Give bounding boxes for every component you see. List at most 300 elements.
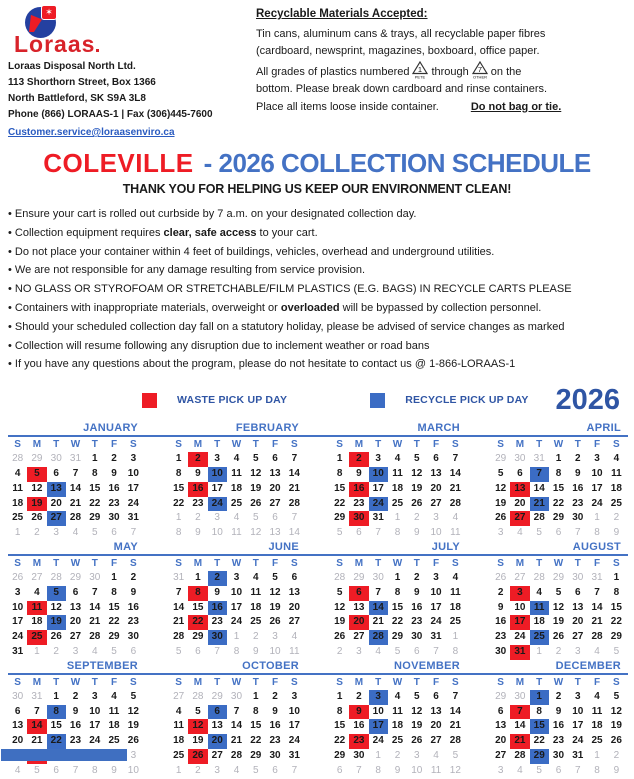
day-cell: 9 (613, 527, 620, 539)
recycling-line: (cardboard, newsprint, magazines, boxboard, office paper. (256, 45, 540, 57)
day-cell: 31 (288, 749, 300, 761)
weekday-header: T (91, 676, 98, 688)
day-cell: 10 (372, 705, 384, 717)
instruction-bullet: • NO GLASS OR STYROFOAM OR STRETCHABLE/FILM PLASTICS (E.G. BAGS) IN RECYCLE CARTS PLEASE (8, 280, 628, 299)
weekday-header: T (574, 557, 581, 569)
day-cell: 4 (14, 764, 21, 776)
recycle-day-cell: 14 (369, 601, 388, 616)
instruction-bullet: • Ensure your cart is rolled out curbside by 7 a.m. on your designated collection day. (8, 205, 628, 224)
day-cell: 9 (111, 467, 117, 479)
day-cell: 3 (214, 453, 220, 465)
day-cell: 10 (127, 467, 139, 479)
day-cell: 6 (356, 527, 362, 539)
month-day-grid (8, 439, 143, 541)
day-cell: 26 (411, 735, 423, 747)
day-cell: 15 (391, 601, 404, 613)
day-cell: 12 (610, 705, 622, 717)
day-cell: 16 (495, 616, 507, 628)
weekday-header: F (272, 439, 279, 451)
waste-day-cell: 6 (349, 586, 368, 601)
waste-day-cell: 31 (510, 645, 529, 660)
day-cell: 12 (127, 705, 139, 717)
waste-day-cell: 5 (27, 467, 46, 482)
day-cell: 13 (430, 705, 442, 717)
day-cell: 4 (92, 645, 98, 657)
day-cell: 17 (230, 601, 243, 613)
day-cell: 2 (253, 631, 259, 643)
weekday-header: T (413, 676, 420, 688)
recycle-day-cell: 27 (47, 511, 66, 526)
day-cell: 16 (572, 482, 584, 494)
day-cell: 30 (514, 690, 526, 702)
day-cell: 29 (334, 512, 346, 524)
day-cell: 30 (230, 690, 243, 702)
day-cell: 29 (31, 453, 43, 465)
day-cell: 13 (269, 527, 281, 539)
day-cell: 7 (291, 512, 298, 524)
month-day-grid (491, 558, 626, 660)
day-cell: 8 (594, 527, 600, 539)
day-cell: 30 (514, 453, 526, 465)
day-cell: 7 (575, 764, 581, 776)
day-cell: 1 (536, 645, 542, 657)
day-cell: 17 (591, 482, 603, 494)
day-cell: 5 (414, 453, 420, 465)
recycle-day-cell: 24 (369, 497, 388, 512)
instruction-bullet: • Do not place your container within 4 feet of buildings, vehicles, overhead and underground utilities. (8, 243, 628, 262)
weekday-header: F (111, 439, 118, 451)
day-cell: 1 (175, 512, 182, 524)
day-cell: 7 (291, 453, 298, 465)
day-cell: 26 (610, 735, 622, 747)
day-cell: 30 (127, 631, 139, 643)
day-cell: 22 (334, 497, 346, 509)
day-cell: 3 (414, 749, 420, 761)
day-cell: 1 (594, 749, 600, 761)
day-cell: 5 (111, 645, 117, 657)
recycle-day-cell: 7 (530, 467, 549, 482)
month-january (8, 422, 143, 541)
day-cell: 22 (250, 735, 262, 747)
day-cell: 16 (269, 720, 281, 732)
weekday-header: F (433, 439, 440, 451)
day-cell: 15 (250, 720, 262, 732)
month-title: SEPTEMBER (66, 659, 138, 672)
weekday-header: S (175, 557, 182, 569)
day-cell: 2 (394, 749, 401, 761)
day-cell: 24 (230, 616, 243, 628)
month-august (491, 541, 626, 660)
day-cell: 7 (72, 764, 79, 776)
day-cell: 21 (449, 720, 461, 732)
day-cell: 28 (533, 512, 545, 524)
day-cell: 24 (572, 735, 584, 747)
day-cell: 13 (495, 720, 507, 732)
weekday-header: T (252, 439, 259, 451)
recycling-line: bottom. Please break down cardboard and rinse containers. (256, 83, 548, 95)
day-cell: 8 (175, 527, 182, 539)
recycle-day-cell: 1 (530, 690, 549, 705)
day-cell: 23 (552, 735, 565, 747)
day-cell: 22 (89, 497, 101, 509)
weekday-header: S (497, 676, 504, 688)
address-street: 113 Shorthorn Street, Box 1366 (8, 77, 156, 88)
weekday-header: S (14, 676, 21, 688)
weekday-header: F (594, 557, 601, 569)
day-cell: 29 (391, 631, 404, 643)
day-cell: 13 (69, 601, 82, 613)
waste-day-cell: 3 (510, 586, 529, 601)
recycling-line: Tin cans, aluminum cans & trays, all recyclable paper fibres (256, 27, 546, 40)
day-cell: 20 (572, 616, 584, 628)
day-cell: 2 (414, 512, 420, 524)
day-cell: 19 (411, 720, 423, 732)
day-cell: 18 (173, 735, 185, 747)
weekday-header: S (175, 439, 182, 451)
day-cell: 12 (411, 467, 423, 479)
day-cell: 3 (356, 645, 362, 657)
day-cell: 19 (127, 720, 139, 732)
day-cell: 18 (533, 616, 545, 628)
day-cell: 28 (334, 571, 346, 583)
day-cell: 1 (111, 571, 117, 583)
recycle-day-cell: 2 (208, 571, 227, 586)
day-cell: 19 (411, 482, 423, 494)
recycling-heading: Recyclable Materials Accepted: (256, 8, 428, 20)
day-cell: 27 (430, 497, 442, 509)
weekday-header: S (613, 676, 620, 688)
day-cell: 30 (372, 571, 384, 583)
day-cell: 3 (272, 631, 278, 643)
weekday-header: S (130, 439, 137, 451)
day-cell: 15 (334, 482, 346, 494)
day-cell: 10 (230, 586, 243, 598)
day-cell: 27 (211, 749, 223, 761)
recycle-day-cell: 30 (208, 630, 227, 645)
day-cell: 3 (130, 749, 137, 761)
month-june (169, 541, 304, 660)
day-cell: 23 (211, 616, 223, 628)
weekday-header: T (91, 439, 98, 451)
waste-day-cell: 17 (510, 615, 529, 630)
recycle-triangle-1-icon (412, 61, 428, 79)
day-cell: 31 (533, 453, 545, 465)
day-cell: 21 (230, 735, 243, 747)
day-cell: 5 (253, 764, 259, 776)
day-cell: 14 (288, 527, 300, 539)
day-cell: 11 (392, 467, 403, 479)
day-cell: 5 (452, 749, 459, 761)
day-cell: 11 (231, 527, 242, 539)
day-cell: 25 (610, 497, 622, 509)
day-cell: 15 (50, 720, 62, 732)
day-cell: 4 (291, 631, 298, 643)
day-cell: 30 (89, 571, 101, 583)
day-cell: 27 (288, 616, 300, 628)
weekday-header: T (375, 439, 382, 451)
month-day-grid (169, 677, 304, 779)
day-cell: 27 (495, 749, 507, 761)
day-cell: 25 (173, 749, 185, 761)
day-cell: 2 (53, 645, 59, 657)
day-cell: 2 (72, 690, 79, 702)
day-cell: 5 (253, 512, 259, 524)
day-cell: 5 (555, 586, 562, 598)
day-cell: 3 (433, 512, 439, 524)
page-header (0, 0, 634, 140)
day-cell: 4 (594, 645, 600, 657)
day-cell: 25 (230, 497, 243, 509)
day-cell: 5 (336, 586, 343, 598)
phone-fax: Phone (866) LORAAS-1 | Fax (306)445-7600 (8, 109, 213, 120)
day-cell: 12 (449, 764, 461, 776)
waste-day-cell: 8 (188, 586, 207, 601)
calendar-row (0, 541, 634, 660)
day-cell: 9 (575, 467, 581, 479)
day-cell: 21 (372, 616, 384, 628)
recycle-legend-label: RECYCLE PICK UP DAY (405, 394, 529, 407)
day-cell: 19 (269, 601, 281, 613)
day-cell: 18 (591, 720, 603, 732)
weekday-header: W (553, 439, 564, 451)
day-cell: 4 (111, 690, 117, 702)
weekday-header: F (433, 676, 440, 688)
waste-day-cell: 22 (188, 615, 207, 630)
waste-day-cell: 26 (188, 749, 207, 764)
waste-day-cell: 2 (188, 452, 207, 467)
day-cell: 17 (89, 720, 101, 732)
day-cell: 15 (192, 601, 204, 613)
day-cell: 31 (127, 512, 139, 524)
month-title: DECEMBER (555, 659, 621, 672)
day-cell: 11 (108, 705, 120, 717)
day-cell: 7 (452, 453, 459, 465)
day-cell: 31 (591, 571, 603, 583)
recycle-day-cell: 11 (530, 601, 549, 616)
day-cell: 8 (92, 467, 98, 479)
day-cell: 25 (449, 616, 461, 628)
day-cell: 4 (175, 705, 182, 717)
day-cell: 17 (12, 616, 24, 628)
day-cell: 28 (173, 631, 185, 643)
day-cell: 29 (610, 631, 622, 643)
weekday-header: T (413, 557, 420, 569)
day-cell: 18 (610, 482, 622, 494)
day-cell: 6 (14, 705, 21, 717)
day-cell: 9 (414, 586, 420, 598)
loraas-logo (8, 4, 128, 58)
day-cell: 18 (108, 720, 120, 732)
day-cell: 21 (591, 616, 603, 628)
month-november (330, 660, 465, 779)
day-cell: 21 (69, 497, 82, 509)
day-cell: 5 (497, 467, 504, 479)
day-cell: 4 (613, 453, 620, 465)
weekday-header: M (515, 557, 525, 569)
weekday-header: S (452, 439, 459, 451)
day-cell: 29 (250, 749, 262, 761)
day-cell: 29 (495, 453, 507, 465)
day-cell: 27 (353, 631, 365, 643)
month-day-grid (8, 677, 143, 779)
month-title: JULY (431, 540, 460, 553)
day-cell: 7 (214, 645, 220, 657)
waste-day-cell: 9 (349, 705, 368, 720)
day-cell: 11 (12, 482, 23, 494)
recycle-day-cell: 15 (530, 719, 549, 734)
day-cell: 23 (353, 497, 365, 509)
day-cell: 15 (610, 601, 622, 613)
day-cell: 13 (572, 601, 584, 613)
day-cell: 14 (173, 601, 185, 613)
month-day-grid (169, 558, 304, 660)
day-cell: 9 (195, 467, 201, 479)
day-cell: 1 (175, 764, 182, 776)
weekday-header: F (111, 557, 118, 569)
weekday-header: M (32, 439, 42, 451)
day-cell: 2 (34, 527, 40, 539)
day-cell: 3 (575, 690, 581, 702)
day-cell: 6 (433, 690, 439, 702)
day-cell: 3 (72, 645, 79, 657)
day-cell: 14 (533, 482, 545, 494)
day-cell: 22 (173, 497, 185, 509)
day-cell: 1 (34, 645, 40, 657)
day-cell: 1 (394, 571, 401, 583)
recycle-triangle-7-icon (472, 61, 488, 79)
day-cell: 10 (127, 764, 139, 776)
day-cell: 2 (195, 764, 201, 776)
day-cell: 8 (175, 467, 182, 479)
day-cell: 10 (211, 527, 223, 539)
weekday-header: T (214, 557, 221, 569)
day-cell: 20 (269, 482, 281, 494)
day-cell: 8 (613, 586, 620, 598)
day-cell: 11 (450, 586, 461, 598)
day-cell: 19 (250, 482, 262, 494)
day-cell: 7 (433, 645, 439, 657)
day-cell: 1 (195, 571, 201, 583)
address-city: North Battleford, SK S9A 3L8 (8, 93, 146, 104)
day-cell: 1 (336, 690, 343, 702)
day-cell: 7 (452, 690, 459, 702)
calendar-grid (0, 422, 634, 778)
day-cell: 9 (214, 586, 220, 598)
day-cell: 20 (50, 497, 62, 509)
day-cell: 14 (449, 467, 461, 479)
day-cell: 12 (552, 601, 565, 613)
day-cell: 12 (250, 527, 262, 539)
instruction-bullet: • Containers with inappropriate materials, overweight or overloaded will be bypassed by collection personnel. (8, 299, 628, 318)
day-cell: 1 (233, 631, 240, 643)
weekday-header: M (193, 439, 203, 451)
day-cell: 7 (356, 764, 362, 776)
day-cell: 9 (394, 764, 401, 776)
recycle-day-cell: 6 (208, 705, 227, 720)
day-cell: 24 (288, 735, 300, 747)
day-cell: 3 (92, 690, 98, 702)
day-cell: 19 (495, 497, 507, 509)
day-cell: 17 (572, 720, 584, 732)
weekday-header: S (452, 557, 459, 569)
day-cell: 29 (552, 571, 565, 583)
recycle-day-cell: 24 (208, 497, 227, 512)
day-cell: 2 (555, 690, 562, 702)
day-cell: 20 (495, 735, 507, 747)
day-cell: 14 (514, 720, 526, 732)
day-cell: 22 (108, 616, 120, 628)
recycle-day-cell: 20 (208, 734, 227, 749)
month-title: JANUARY (83, 422, 138, 435)
day-cell: 23 (572, 497, 584, 509)
day-cell: 5 (394, 645, 401, 657)
weekday-header: S (336, 439, 343, 451)
day-cell: 4 (233, 512, 240, 524)
day-cell: 18 (12, 497, 24, 509)
day-cell: 23 (127, 616, 139, 628)
day-cell: 28 (89, 631, 101, 643)
day-cell: 28 (230, 749, 243, 761)
day-cell: 4 (517, 764, 523, 776)
year-label: 2026 (555, 383, 620, 416)
day-cell: 1 (613, 571, 620, 583)
month-october (169, 660, 304, 779)
day-cell: 11 (450, 527, 461, 539)
day-cell: 27 (572, 631, 584, 643)
day-cell: 15 (173, 482, 185, 494)
recycle-day-cell: 29 (530, 749, 549, 764)
day-cell: 27 (31, 571, 43, 583)
weekday-header: S (291, 557, 298, 569)
day-cell: 8 (452, 645, 459, 657)
day-cell: 2 (613, 512, 620, 524)
day-cell: 23 (192, 497, 204, 509)
day-cell: 3 (575, 645, 581, 657)
day-cell: 13 (269, 467, 281, 479)
day-cell: 6 (555, 527, 562, 539)
day-cell: 7 (291, 764, 298, 776)
day-cell: 23 (411, 616, 423, 628)
day-cell: 28 (288, 497, 300, 509)
recycle-day-cell: 19 (47, 615, 66, 630)
title-city: COLEVILLE (43, 148, 194, 178)
weekday-header: F (433, 557, 440, 569)
weekday-header: W (392, 557, 403, 569)
day-cell: 2 (356, 690, 362, 702)
day-cell: 31 (572, 749, 584, 761)
day-cell: 2 (414, 571, 420, 583)
day-cell: 26 (12, 571, 24, 583)
day-cell: 17 (288, 720, 300, 732)
weekday-header: W (70, 439, 81, 451)
day-cell: 22 (552, 497, 565, 509)
day-cell: 8 (92, 764, 98, 776)
day-cell: 29 (495, 690, 507, 702)
month-title: APRIL (586, 422, 621, 435)
day-cell: 1 (175, 453, 182, 465)
day-cell: 4 (233, 453, 240, 465)
day-cell: 5 (613, 645, 620, 657)
day-cell: 28 (449, 497, 461, 509)
weekday-header: S (452, 676, 459, 688)
email-link[interactable]: Customer.service@loraasenviro.ca (8, 127, 175, 138)
month-title: MARCH (417, 422, 460, 435)
day-cell: 25 (12, 512, 24, 524)
weekday-header: T (214, 676, 221, 688)
day-cell: 30 (12, 690, 24, 702)
month-day-grid (491, 439, 626, 541)
day-cell: 12 (495, 482, 507, 494)
